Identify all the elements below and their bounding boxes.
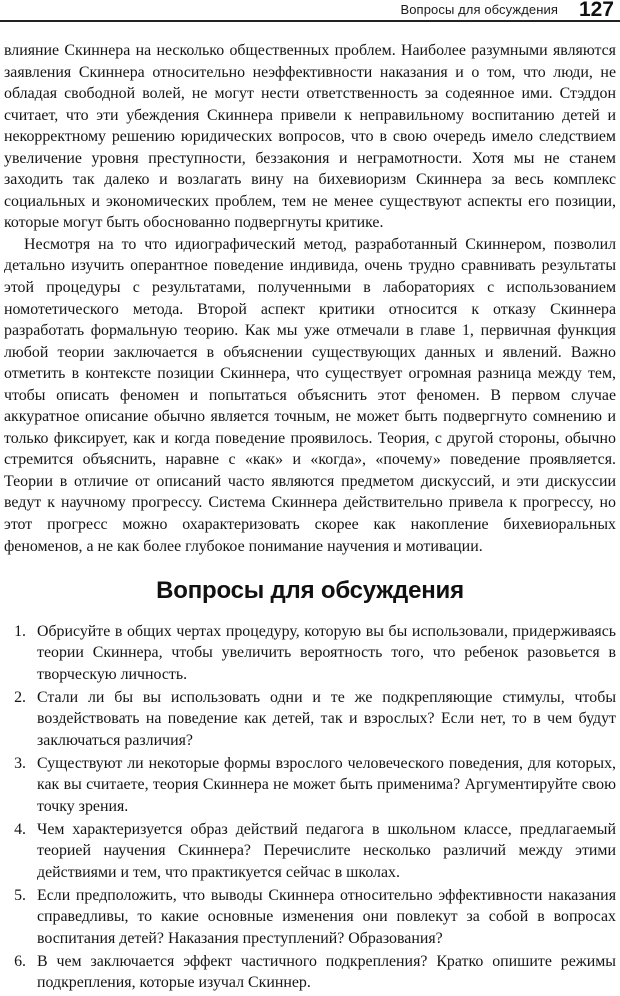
paragraph-continued: влияние Скиннера на несколько общественных проблем. Наиболее разумными являются заявления Скиннера относительно неэффективности наказания и о том, что люди, не обладая свободной волей, не могут нести ответственность за содеянное ими. Стэддон считает, что эти убеждения Скиннера привели к неправильному воспитанию детей и некорректному решению юридических вопросов, что в свою очередь имело следствием увеличение уровня преступности, беззакония и неграмотности. Хотя мы не станем заходить так далеко и возлагать вину на бихевиоризм Скиннера за весь комплекс социальных и экономических проблем, тем не менее существуют аспекты его позиции, которые могут быть обоснованно подвергнуты критике. [4,42,616,232]
list-item-number: 3. [14,755,26,773]
list-item-number: 1. [14,623,26,640]
body-text [4,40,616,557]
list-item-text: Если предположить, что выводы Скиннера относительно эффективности наказания справедливы, то какие основные изменения они повлекут за собой в вопросах воспитания детей? Наказания преступлений? Образования? [37,887,616,947]
list-item-number: 5. [14,887,26,905]
running-header [0,0,620,24]
list-item-text: Чем характеризуется образ действий педагога в школьном классе, предлагаемый теорией научения Скиннера? Перечислите несколько различий между этими действиями и тем, что практикуется сейчас в школах. [37,821,616,881]
list-item [4,621,616,685]
list-item [4,819,616,883]
list-item [4,951,616,994]
section-heading: Вопросы для обсуждения [156,577,464,604]
list-item-number: 6. [14,953,26,971]
list-item-text: Обрисуйте в общих чертах процедуру, которую вы бы использовали, придерживаясь теории Скиннера, чтобы увеличить вероятность того, что ребенок разовьется в творческую личность. [37,623,616,683]
list-item-number: 2. [14,689,26,707]
page-number: 127 [578,0,614,21]
list-item [4,753,616,817]
discussion-questions-list [4,621,616,996]
list-item-text: В чем заключается эффект частичного подкрепления? Кратко опишите режимы подкрепления, которые изучал Скиннер. [37,953,616,992]
list-item-text: Существуют ли некоторые формы взрослого человеческого поведения, для которых, как вы считаете, теория Скиннера не может быть применима? Аргументируйте свою точку зрения. [37,755,616,815]
paragraph: Несмотря на то что идиографический метод, разработанный Скиннером, позволил детально изучить оперантное поведение индивида, очень трудно сравнивать результаты этой процедуры с результатами, полученными в лабораториях с использованием номотетического метода. Второй аспект критики относится к отказу Скиннера разработать формальную теорию. Как мы уже отмечали в главе 1, первичная функция любой теории заключается в объяснении существующих данных и явлений. Важно отметить в контексте позиции Скиннера, что существует огромная разница между тем, чтобы описать феномен и попытаться объяснить этот феномен. В первом случае аккуратное описание обычно является точным, не может быть подвергнуто сомнению и только фиксирует, как и когда поведение проявилось. Теория, с другой стороны, обычно стремится объяснить, наравне с «как» и «когда», «почему» поведение проявляется. Теории в отличие от описаний часто являются предметом дискуссий, и эти дискуссии ведут к научному прогрессу. Система Скиннера действительно привела к прогрессу, но этот прогресс можно охарактеризовать скорее как накопление бихевиоральных феноменов, а не как более глубокое понимание научения и мотивации. [4,235,616,555]
list-item [4,885,616,949]
list-item-number: 4. [14,821,26,839]
list-item-text: Стали ли бы вы использовать одни и те же подкрепляющие стимулы, чтобы воздействовать на поведение как детей, так и взрослых? Если нет, то в чем будут заключаться различия? [37,689,616,749]
list-item [4,687,616,751]
running-header-section-title: Вопросы для обсуждения [400,2,558,17]
header-divider [0,20,620,22]
